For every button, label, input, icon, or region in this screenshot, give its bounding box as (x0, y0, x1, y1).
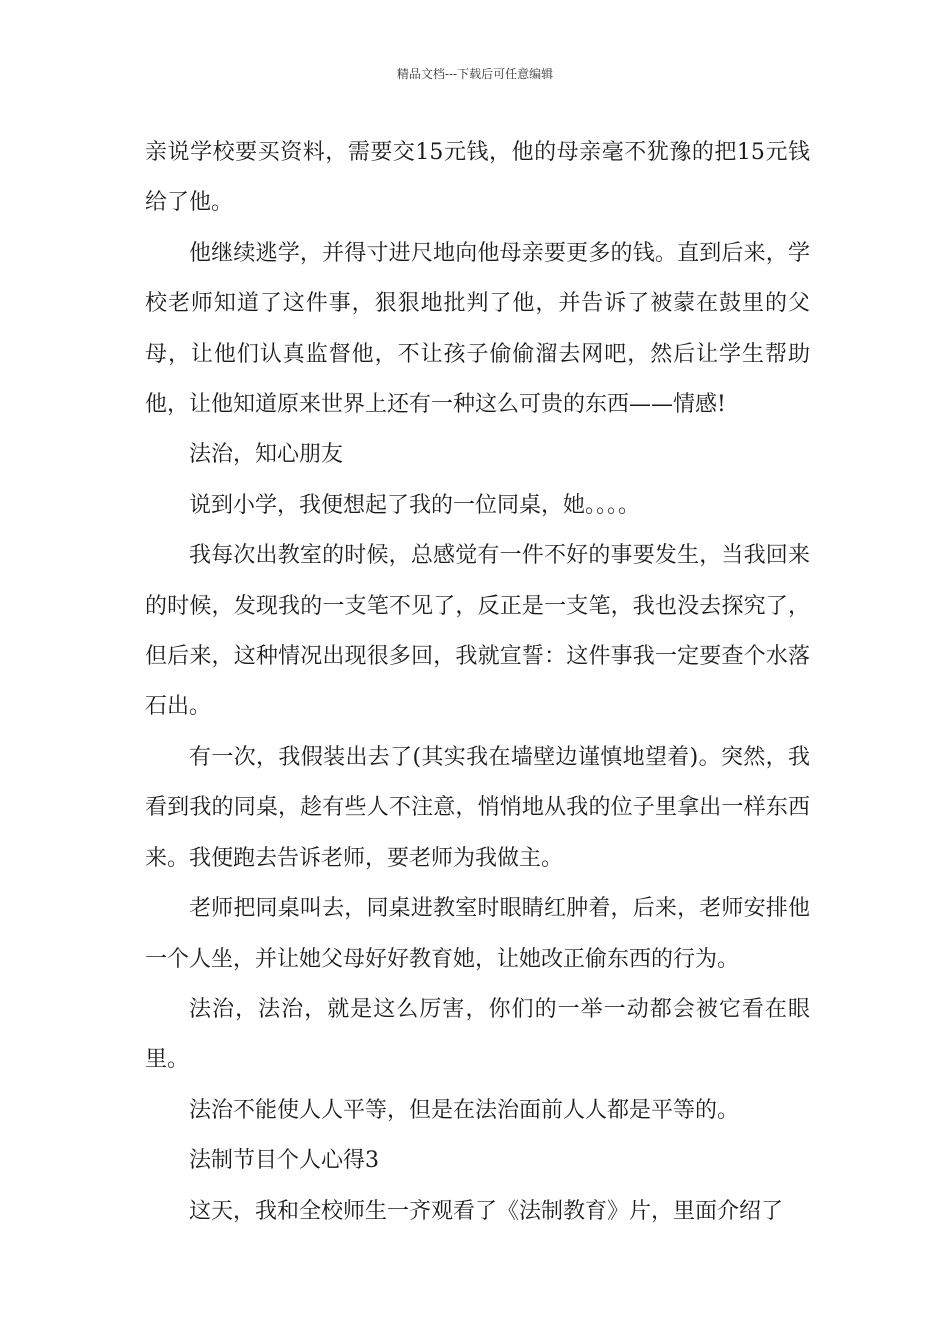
page-header: 精品文档---下载后可任意编辑 (396, 67, 554, 81)
paragraph-1: 亲说学校要买资料，需要交15元钱，他的母亲毫不犹豫的把15元钱给了他。 (145, 140, 810, 216)
paragraph-2: 他继续逃学，并得寸进尺地向他母亲要更多的钱。直到后来，学校老师知道了这件事，狠狠地批判了他，并告诉了被蒙在鼓里的父母，让他们认真监督他，不让孩子偷偷溜去网吧，然后让学生帮助他，让他知道原来世界上还有一种这么可贵的东西——情感! (145, 240, 810, 418)
paragraph-3: 说到小学，我便想起了我的一位同桌，她。。。。 (189, 492, 641, 518)
section-heading-3: 法制节目个人心得3 (189, 1148, 379, 1174)
paragraph-6: 老师把同桌叫去，同桌进教室时眼睛红肿着，后来，老师安排他一个人坐，并让她父母好好教育她，让她改正偷东西的行为。 (145, 896, 810, 972)
paragraph-9: 这天，我和全校师生一齐观看了《法制教育》片，里面介绍了 (189, 1198, 784, 1224)
section-heading-friend: 法治，知心朋友 (189, 442, 344, 468)
paragraph-5: 有一次，我假装出去了(其实我在墙壁边谨慎地望着)。突然，我看到我的同桌，趁有些人不注意，悄悄地从我的位子里拿出一样东西来。我便跑去告诉老师，要老师为我做主。 (145, 744, 810, 871)
paragraph-7: 法治，法治，就是这么厉害，你们的一举一动都会被它看在眼里。 (145, 996, 810, 1073)
document-body (145, 128, 810, 1237)
paragraph-8: 法治不能使人人平等，但是在法治面前人人都是平等的。 (189, 1097, 740, 1123)
paragraph-4: 我每次出教室的时候，总感觉有一件不好的事要发生，当我回来的时候，发现我的一支笔不见了，反正是一支笔，我也没去探究了，但后来，这种情况出现很多回，我就宣誓：这件事我一定要查个水落石出。 (145, 543, 810, 720)
